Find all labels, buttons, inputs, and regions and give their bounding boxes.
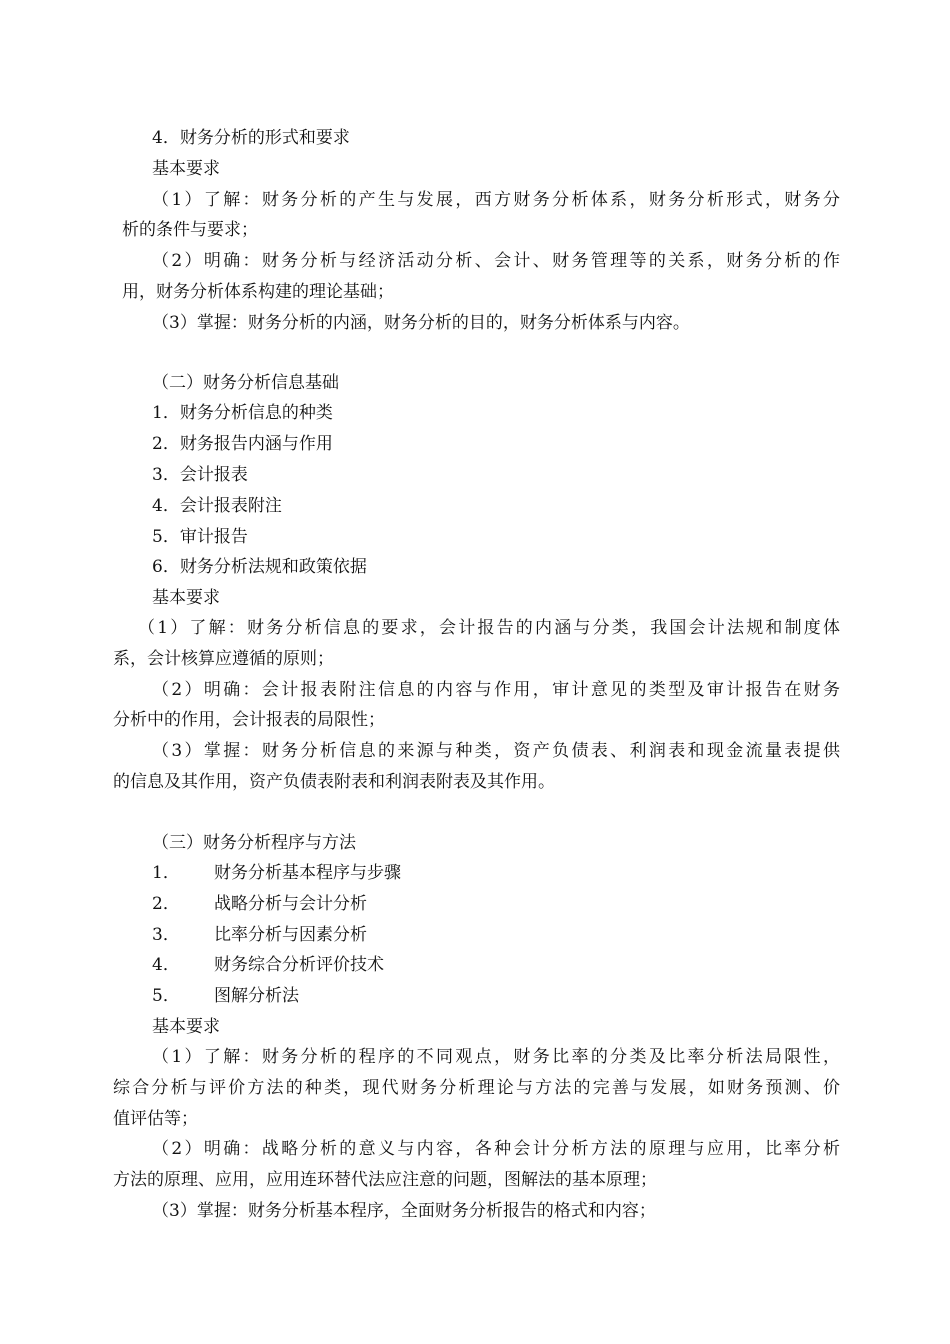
paragraph-line: 系，会计核算应遵循的原则； (113, 649, 334, 669)
list-text: 战略分析与会计分析 (214, 894, 367, 914)
list-number: 2． (152, 894, 180, 914)
paragraph-line: 用，财务分析体系构建的理论基础； (122, 282, 394, 302)
paragraph-line: （2）明确：战略分析的意义与内容，各种会计分析方法的原理与应用，比率分析 (152, 1139, 840, 1159)
paragraph-line: （2）明确：会计报表附注信息的内容与作用，审计意见的类型及审计报告在财务 (152, 680, 840, 700)
paragraph-line: 析的条件与要求； (122, 220, 258, 240)
paragraph-line: （1）了解：财务分析的程序的不同观点，财务比率的分类及比率分析法局限性， (152, 1047, 840, 1067)
paragraph-line: （1）了解：财务分析的产生与发展，西方财务分析体系，财务分析形式，财务分 (152, 190, 840, 210)
list-item: 3．会计报表 (152, 465, 248, 485)
section-heading: （二）财务分析信息基础 (152, 373, 339, 393)
list-item (152, 893, 367, 915)
list-item: 4．会计报表附注 (152, 496, 282, 516)
paragraph-line: 的信息及其作用，资产负债表附表和利润表附表及其作用。 (113, 772, 555, 792)
list-item (152, 985, 299, 1007)
paragraph-line: 综合分析与评价方法的种类，现代财务分析理论与方法的完善与发展，如财务预测、价 (113, 1078, 840, 1098)
requirements-title: 基本要求 (152, 159, 220, 179)
section-heading: （三）财务分析程序与方法 (152, 833, 356, 853)
paragraph-line: （1）了解：财务分析信息的要求，会计报告的内涵与分类，我国会计法规和制度体 (138, 618, 840, 638)
list-number: 1． (152, 863, 180, 883)
list-number: 4． (152, 955, 180, 975)
list-item (152, 954, 384, 976)
list-number: 5． (152, 986, 180, 1006)
paragraph-line: （3）掌握：财务分析基本程序，全面财务分析报告的格式和内容； (152, 1201, 656, 1221)
paragraph-line: （2）明确：财务分析与经济活动分析、会计、财务管理等的关系，财务分析的作 (152, 251, 840, 271)
paragraph-line: 方法的原理、应用，应用连环替代法应注意的问题，图解法的基本原理； (113, 1170, 657, 1190)
requirements-title: 基本要求 (152, 1017, 220, 1037)
list-text: 财务分析基本程序与步骤 (214, 863, 401, 883)
list-text: 财务综合分析评价技术 (214, 955, 384, 975)
list-item: 2．财务报告内涵与作用 (152, 434, 333, 454)
list-item (152, 862, 401, 884)
list-text: 比率分析与因素分析 (214, 925, 367, 945)
list-item: 1．财务分析信息的种类 (152, 403, 333, 423)
paragraph-line: （3）掌握：财务分析的内涵，财务分析的目的，财务分析体系与内容。 (152, 313, 690, 333)
list-item: 4．财务分析的形式和要求 (152, 128, 350, 148)
paragraph-line: （3）掌握：财务分析信息的来源与种类，资产负债表、利润表和现金流量表提供 (152, 741, 840, 761)
paragraph-line: 值评估等； (113, 1109, 198, 1129)
list-item (152, 924, 367, 946)
list-text: 图解分析法 (214, 986, 299, 1006)
list-number: 3． (152, 925, 180, 945)
requirements-title: 基本要求 (152, 588, 220, 608)
list-item: 5．审计报告 (152, 527, 248, 547)
paragraph-line: 分析中的作用，会计报表的局限性； (113, 710, 385, 730)
list-item: 6．财务分析法规和政策依据 (152, 557, 367, 577)
